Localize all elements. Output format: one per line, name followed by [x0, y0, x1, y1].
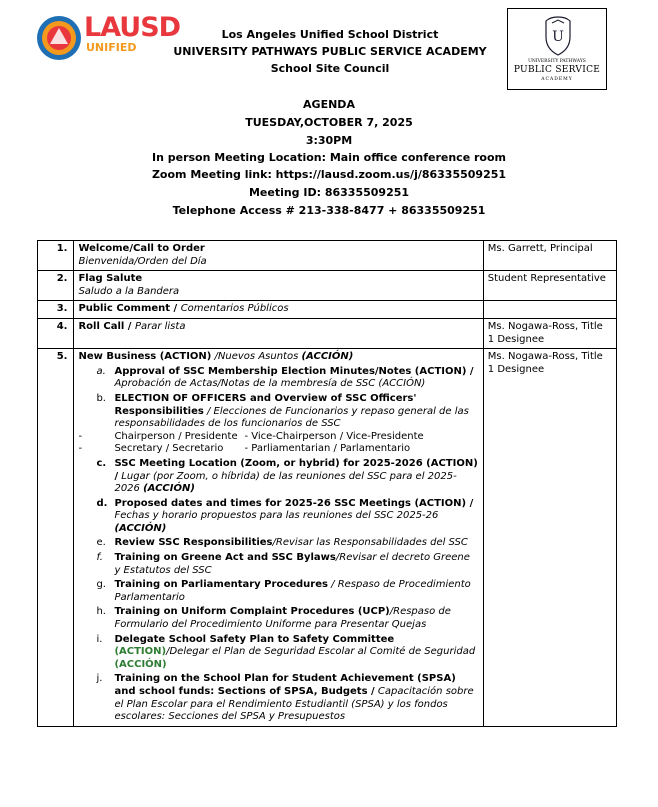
item-presenter: Student Representative	[483, 271, 616, 301]
sub-letter: g.	[96, 579, 106, 591]
sub-action-es: (ACCIÓN)	[114, 522, 167, 534]
logo-subtext: UNIFIED	[86, 41, 137, 54]
item-separator: /	[170, 303, 181, 315]
district-name: Los Angeles Unified School District	[221, 28, 439, 41]
sub-letter: c.	[96, 457, 107, 469]
sub-letter: d.	[96, 497, 108, 509]
svg-text:U: U	[552, 29, 564, 45]
table-row	[38, 301, 617, 319]
school-name: UNIVERSITY PATHWAYS PUBLIC SERVICE ACADEMY	[173, 45, 487, 58]
item-translation: Comentarios Públicos	[180, 303, 289, 315]
role-left: Secretary / Secretario	[114, 443, 224, 455]
sub-letter: a.	[96, 365, 106, 377]
sub-action-es: (ACCIÓN)	[114, 658, 167, 670]
item-title: Flag Salute	[78, 273, 143, 285]
sub-translation: /Revisar las Responsabilidades del SSC	[272, 537, 468, 549]
sub-item-c	[78, 458, 478, 496]
item-title: Public Comment	[78, 303, 171, 315]
sub-item-j	[78, 673, 478, 723]
item-action-es: (ACCIÓN)	[301, 351, 354, 363]
sub-letter: f.	[96, 552, 103, 564]
item-number: 2.	[38, 271, 74, 301]
item-translation: Bienvenida/Orden del Día	[78, 255, 207, 267]
item-title: New Business (ACTION)	[78, 351, 212, 363]
logo-wordmark: LAUSD	[84, 12, 181, 43]
sub-title: Proposed dates and times for 2025-26 SSC Meetings (ACTION) /	[114, 497, 474, 509]
item-presenter: Ms. Nogawa-Ross, Title 1 Designee	[483, 318, 616, 348]
sub-translation: / Respaso de Procedimiento Parlamentario	[114, 579, 471, 603]
sub-translation: /Delegar el Plan de Seguridad Escolar al Comité de Seguridad	[166, 646, 476, 658]
sub-item-a	[78, 366, 478, 391]
sub-title: Review SSC Responsibilities	[114, 537, 273, 549]
role-right: - Parliamentarian / Parlamentario	[244, 443, 411, 455]
lausd-seal-icon	[36, 15, 82, 61]
sub-item-i	[78, 634, 478, 672]
sub-translation: Capacitación sobre el Plan Escolar para el Rendimiento Estudiantil (SPSA) y los fondos escolares: Secciones del SPSA y Presupuestos	[114, 686, 474, 723]
sub-translation: / Elecciones de Funcionarios y repaso general de las responsabilidades de los funcionarios de SSC	[114, 405, 469, 430]
sub-title: Training on Parliamentary Procedures	[114, 579, 328, 591]
sub-item-h	[78, 606, 478, 631]
sub-item-e	[78, 537, 478, 550]
sub-title: Training on the School Plan for Student Achievement (SPSA) and school funds: Sections of SPSA, Budgets /	[114, 673, 456, 697]
item-presenter: Ms. Nogawa-Ross, Title 1 Designee	[483, 349, 616, 727]
sub-letter: j.	[96, 673, 103, 685]
sub-item-d	[78, 498, 478, 536]
crest-shield-icon	[542, 15, 574, 57]
meeting-time: 3:30PM	[305, 134, 353, 147]
role-left: Chairperson / Presidente	[114, 430, 238, 442]
meeting-location: In person Meeting Location: Main office conference room	[152, 151, 506, 164]
sub-letter: b.	[96, 392, 106, 404]
sub-translation: Lugar (por Zoom, o híbrida) de las reuniones del SSC para el 2025-2026	[114, 470, 457, 495]
zoom-link[interactable]: Zoom Meeting link: https://lausd.zoom.us/j/86335509251	[151, 168, 507, 181]
sub-title: Approval of SSC Membership Election Minutes/Notes (ACTION) /	[114, 365, 474, 377]
crest-line-3: ACADEMY	[541, 77, 573, 82]
sub-item-g	[78, 579, 478, 604]
sub-title: ELECTION OF OFFICERS and Overview of SSC Officers' Responsibilities	[114, 392, 417, 417]
agenda-item	[74, 349, 483, 727]
item-presenter	[483, 301, 616, 319]
role-dash: -	[78, 430, 83, 442]
school-crest	[507, 8, 607, 90]
table-row	[38, 349, 617, 727]
agenda-item	[74, 318, 483, 348]
agenda-table	[37, 240, 617, 727]
crest-line-1: UNIVERSITY PATHWAYS	[528, 59, 586, 64]
table-row	[38, 241, 617, 271]
sub-title: Delegate School Safety Plan to Safety Committee	[114, 633, 395, 645]
sub-letter: e.	[96, 537, 106, 549]
item-number: 1.	[38, 241, 74, 271]
agenda-item	[74, 241, 483, 271]
sub-item-b	[78, 393, 478, 431]
sub-action-en: (ACTION)	[114, 646, 167, 658]
sub-title: SSC Meeting Location (Zoom, or hybrid) for 2025-2026 (ACTION) /	[114, 457, 478, 482]
crest-line-2: PUBLIC SERVICE	[513, 65, 601, 75]
item-number: 4.	[38, 318, 74, 348]
item-translation: /Nuevos Asuntos	[211, 351, 302, 363]
role-right: - Vice-Chairperson / Vice-Presidente	[244, 430, 424, 442]
table-row	[38, 318, 617, 348]
sub-title: Training on Greene Act and SSC Bylaws	[114, 552, 336, 564]
telephone-access: Telephone Access # 213-338-8477 + 86335509251	[172, 204, 486, 217]
sub-action-es: (ACCIÓN)	[143, 483, 195, 495]
item-separator: /	[124, 320, 135, 332]
item-title: Roll Call	[78, 320, 125, 332]
sub-title: Training on Uniform Complaint Procedures (UCP)	[114, 606, 390, 618]
agenda-item	[74, 301, 483, 319]
sub-translation: /Respaso de Formulario del Procedimiento Uniforme para Presentar Quejas	[114, 606, 451, 631]
meeting-id: Meeting ID: 86335509251	[248, 186, 410, 199]
role-dash: -	[78, 443, 83, 455]
meeting-date: TUESDAY,OCTOBER 7, 2025	[245, 116, 413, 129]
agenda-item	[74, 271, 483, 301]
item-translation: Saludo a la Bandera	[78, 285, 180, 297]
item-number: 3.	[38, 301, 74, 319]
sub-translation: Aprobación de Actas/Notas de la membresía de SSC (ACCIÓN)	[114, 378, 426, 390]
sub-translation: /Revisar el decreto Greene y Estatutos del SSC	[114, 552, 470, 576]
item-title: Welcome/Call to Order	[78, 243, 205, 254]
sub-letter: i.	[96, 633, 103, 645]
council-name: School Site Council	[270, 62, 390, 75]
agenda-title: AGENDA	[303, 98, 355, 111]
table-row	[38, 271, 617, 301]
officer-roles-row	[78, 431, 478, 444]
sub-translation: Fechas y horario propuestos para las reuniones del SSC 2025-26	[114, 510, 439, 522]
sub-item-f	[78, 552, 478, 577]
item-presenter: Ms. Garrett, Principal	[483, 241, 616, 271]
officer-roles-row	[78, 443, 478, 456]
item-number: 5.	[38, 349, 74, 727]
item-translation: Parar lista	[134, 320, 186, 332]
sub-letter: h.	[96, 606, 106, 618]
